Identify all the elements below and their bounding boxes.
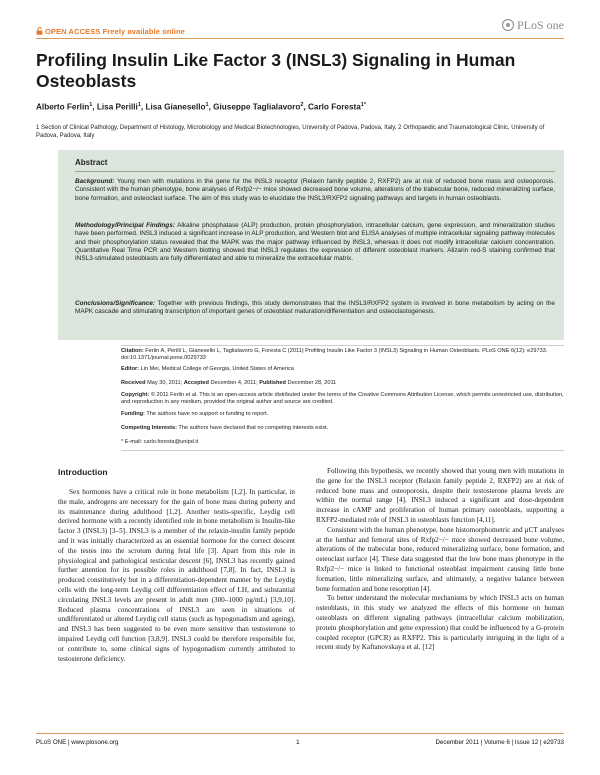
body-paragraph: To better understand the molecular mechanisms by which INSL3 acts on human osteoblasts, in this study we analyzed the effects of this hormone on human osteoblasts on different signaling pathways (intracellular calcium mobilization, protein phosphorylation and gene expression) that could be influenced by a G-protein coupled receptor (GPCR) as RXFP2. This is particularly intriguing in the light of a recent study by Kaftanovskaya et al. [12] [316, 594, 564, 652]
meta-rule-top [121, 345, 564, 346]
body-paragraph: Consistent with the human phenotype, bone histomorphometric and µCT analyses at the lumbar and femoral sites of Rxfp2−/− mice showed decreased bone volume, alterations of the trabecular bone, reduced mineralizing surface, bone formation, and osteoclast surface [4]. These data suggested that the low bone mass phenotype in the Rxfp2−/− mice is linked to functional osteoblast impairment causing little bone formation, little mineralizing surface, and ultimately, a negative balance between bone formation and bone resorption [4]. [316, 525, 564, 593]
author-affiliation-mark: 1 [89, 102, 93, 108]
meta-rule-bottom [121, 450, 564, 451]
abstract-rule [75, 171, 555, 172]
author-name: Lisa Gianesello [145, 102, 206, 112]
plos-logo-icon [501, 18, 515, 32]
introduction-heading: Introduction [58, 467, 108, 477]
body-column-left [58, 488, 295, 664]
body-paragraph: Sex hormones have a critical role in bone metabolism [1,2]. In particular, in the male, androgens are necessary for the gain of bone mass during puberty and its maintenance during adulthood [1,2]. Another testis-specific, Leydig cell derived hormone with a recently identified role in bone metabolism is Insulin-like factor 3 (INSL3) [3–5]. INSL3 is a member of the relaxin-insulin family peptide and it was initially characterized as an essential hormone for the correct descent of the testes into the scrotum during fetal life [3]. Apart from this role in physiological and pathological testicular descent [6], INSL3 has recently gained further attention for its possible roles in adulthood [7,8]. In fact, INSL3 is produced constitutively but in a differentiation-dependent manner by the Leydig cells with the long-term Leydig cell differentiation effect of LH, and substantial circulating INSL3 levels are present in adult men (300–1000 pg/mL) [3,9,10]. Reduced plasma concentrations of INSL3 are seen in situations of undifferentiated or altered Leydig cell status (such as hypogonadism and ageing), and INSL3 has been suggested to be even more sensitive than testosterone to impaired Leydig cell function [3,8,9]. INSL3 could be therefore responsible for, or contribute to, some clinical signs of hypogonadism currently attributed to testosterone deficiency. [58, 488, 295, 663]
affiliations: 1 Section of Clinical Pathology, Department of Histology, Microbiology and Medical Biotechnologies, University of Padova, Padova, Italy, 2 Orthopaedic and Traumatological Clinic, University of Padova, Padova, Italy [36, 125, 545, 140]
author-name: Giuseppe Taglialavoro [213, 102, 301, 112]
open-lock-icon [36, 27, 43, 35]
abstract-conclusions: Conclusions/Significance: Together with previous findings, this study demonstrates that the INSL3/RXFP2 system is involved in bone metabolism by acting on the MAPK cascade and stimulating transcription of important genes of osteoblast maturation/differentiation and osteoclastogenesis. [75, 300, 555, 316]
author-name: Carlo Foresta [308, 102, 361, 112]
footer-journal: PLoS ONE | www.plosone.org [36, 739, 119, 746]
author-name: Alberto Ferlin [36, 102, 90, 112]
body-paragraph: Following this hypothesis, we recently showed that young men with mutations in the gene for the INSL3 receptor (Relaxin family peptide 2, RXFP2) are at risk of reduced bone mass and osteoporosis, despite their testosterone plasma levels are within the normal range [4]. INSL3 induced a significant and dose-dependent increase in cAMP and proliferation of human primary osteoblasts, supporting a RXFP2-mediated role of INSL3 in osteoblasts function [4,11]. [316, 467, 564, 524]
journal-logo [501, 18, 564, 33]
journal-logo-text: PLoS one [516, 18, 564, 32]
editor: Editor: Lin Mei, Medical College of Georgia, United States of America [121, 366, 294, 372]
funding: Funding: The authors have no support or funding to report. [121, 411, 269, 417]
author-affiliation-mark: 1 [205, 102, 209, 108]
header-rule [36, 38, 564, 39]
author-affiliation-mark: 2 [300, 102, 304, 108]
abstract-heading: Abstract [75, 158, 108, 167]
page-number: 1 [296, 739, 300, 746]
copyright: Copyright: © 2011 Ferlin et al. This is an open-access article distributed under the terms of the Creative Commons Attribution License, which permits unrestricted use, distribution, and reproduction in any medium, provided the original author and source are credited. [121, 392, 564, 406]
corresponding-email: * E-mail: carlo.foresta@unipd.it [121, 439, 199, 445]
author-list: Alberto Ferlin$^1$, Lisa Perilli$^1$, Lisa Gianesello$^1$, Giuseppe Taglialavoro$^2$, Carlo Foresta$^{1*}$ [36, 102, 366, 112]
body-column-right [316, 467, 564, 653]
open-access-banner: OPEN ACCESS Freely available online [36, 27, 185, 36]
footer-rule [36, 733, 564, 734]
footer-issue: December 2011 | Volume 6 | Issue 12 | e29733 [435, 739, 564, 746]
article-title: Profiling Insulin Like Factor 3 (INSL3) Signaling in Human Osteoblasts [36, 50, 516, 91]
competing-interests: Competing Interests: The authors have declared that no competing interests exist. [121, 425, 329, 431]
abstract-methods: Methodology/Principal Findings: Alkaline phosphatase (ALP) production, protein phosphorylation, intracellular calcium, gene expression, and mineralization studies have been performed. INSL3 induced a significant increase in ALP production, and Western blot and ELISA analyses of multiple intracellular signaling pathway molecules and their phosphorylation status revealed that the MAPK was the major pathway influenced by INSL3, whereas it does not modify intracellular calcium concentration. Quantitative Real Time PCR and Western blotting showed that INSL3 regulates the expression of different osteoblast markers. Alizarin red-S staining confirmed that INSL3-stimulated osteoblasts are fully differentiated and able to mineralize the extracellular matrix. [75, 222, 555, 263]
author-affiliation-mark: 1 [137, 102, 141, 108]
citation: Citation: Ferlin A, Perilli L, Gianesello L, Taglialavoro G, Foresta C (2011) Profiling Insulin Like Factor 3 (INSL3) Signaling in Human Osteoblasts. PLoS ONE 6(12): e29733. doi:10.1371/journal.pone.0029733 [121, 348, 548, 362]
abstract-background: Background: Young men with mutations in the gene for the INSL3 receptor (Relaxin family peptide 2, RXFP2) are at risk of reduced bone mass and osteoporosis. Consistent with the human phenotype, bone analyses of Rxfp2−/− mice showed decreased bone volume, alterations of the trabecular bone, reduced mineralizing surface, bone formation, and osteoclast surface. The aim of this study was to elucidate the INSL3/RXFP2 signaling pathways and targets in human osteoblasts. [75, 178, 555, 202]
author-affiliation-mark: 1* [360, 102, 366, 108]
dates: Received May 30, 2011; Accepted December 4, 2011; Published December 28, 2011 [121, 380, 337, 386]
author-name: Lisa Perilli [96, 102, 138, 112]
